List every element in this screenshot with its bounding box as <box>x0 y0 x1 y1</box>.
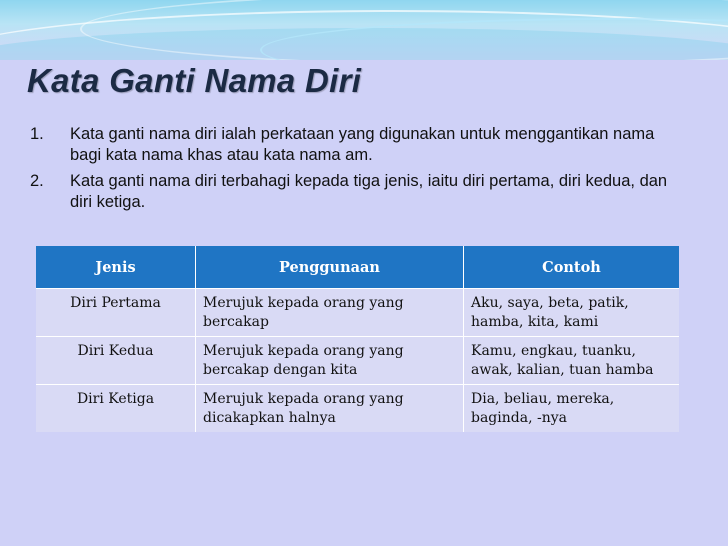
cell-jenis: Diri Pertama <box>36 288 196 336</box>
header-contoh: Contoh <box>464 246 679 288</box>
bullet-text: Kata ganti nama diri terbahagi kepada tiga jenis, iaitu diri pertama, diri kedua, dan diri ketiga. <box>70 172 668 211</box>
bullet-number: 1. <box>30 125 44 143</box>
bullet-number: 2. <box>30 172 44 190</box>
pronoun-table <box>36 246 679 432</box>
cell-contoh: Dia, beliau, mereka, baginda, -nya <box>464 384 679 432</box>
cell-penggunaan: Merujuk kepada orang yang bercakap <box>196 288 464 336</box>
cell-contoh: Aku, saya, beta, patik, hamba, kita, kami <box>464 288 679 336</box>
cell-contoh: Kamu, engkau, tuanku, awak, kalian, tuan hamba <box>464 336 679 384</box>
header-jenis: Jenis <box>36 246 196 288</box>
bullet-item <box>30 171 670 213</box>
cell-penggunaan: Merujuk kepada orang yang dicakapkan halnya <box>196 384 464 432</box>
cell-jenis: Diri Kedua <box>36 336 196 384</box>
bullet-item <box>30 124 670 166</box>
table-row <box>36 288 679 336</box>
decorative-wave-band <box>0 0 728 60</box>
bullet-list <box>30 124 670 218</box>
table-header-row <box>36 246 679 288</box>
slide-title: Kata Ganti Nama Diri <box>27 62 362 99</box>
bullet-text: Kata ganti nama diri ialah perkataan yang digunakan untuk menggantikan nama bagi kata nama khas atau kata nama am. <box>70 125 655 164</box>
table-row <box>36 336 679 384</box>
cell-jenis: Diri Ketiga <box>36 384 196 432</box>
header-penggunaan: Penggunaan <box>196 246 464 288</box>
cell-penggunaan: Merujuk kepada orang yang bercakap dengan kita <box>196 336 464 384</box>
table-row <box>36 384 679 432</box>
